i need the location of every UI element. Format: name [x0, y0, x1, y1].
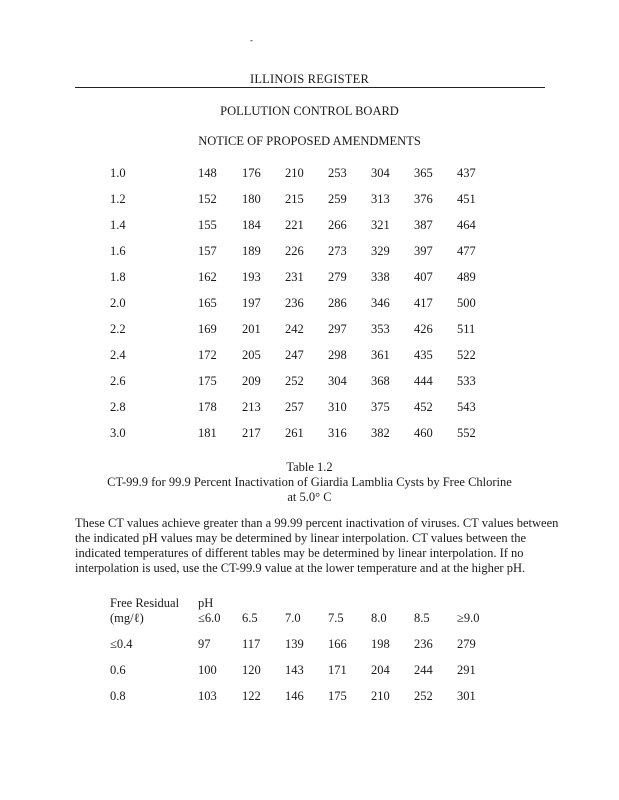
table-row	[0, 663, 619, 679]
ct-cell: 143	[285, 663, 304, 677]
ct-cell: 181	[198, 426, 217, 440]
ct-cell: 489	[457, 270, 476, 284]
ct-cell: 451	[457, 192, 476, 206]
ct-explanation-paragraph	[75, 516, 559, 576]
ct-cell: 365	[414, 166, 433, 180]
ct-cell: 346	[371, 296, 390, 310]
paragraph-line: the indicated pH values may be determined by linear interpolation. CT values between the	[75, 531, 527, 545]
ct-cell: 97	[198, 637, 211, 651]
unit-header: (mg/ℓ)	[110, 611, 144, 625]
table-row	[0, 400, 619, 416]
ct-cell: 361	[371, 348, 390, 362]
chlorine-cell: ≤0.4	[110, 637, 133, 651]
ct-cell: 304	[328, 374, 347, 388]
ct-cell: 321	[371, 218, 390, 232]
chlorine-cell: 1.2	[110, 192, 126, 206]
chlorine-cell: 1.8	[110, 270, 126, 284]
chlorine-cell: 1.4	[110, 218, 126, 232]
ct-cell: 242	[285, 322, 304, 336]
ct-cell: 253	[328, 166, 347, 180]
ct-cell: 103	[198, 689, 217, 703]
ct-cell: 210	[285, 166, 304, 180]
ct-cell: 368	[371, 374, 390, 388]
ct-cell: 117	[242, 637, 261, 651]
ct-cell: 122	[242, 689, 261, 703]
ct-cell: 205	[242, 348, 261, 362]
ct-cell: 291	[457, 663, 476, 677]
ph-column-header: 6.5	[242, 611, 258, 625]
table-row	[0, 270, 619, 286]
ct-cell: 266	[328, 218, 347, 232]
ct-cell: 184	[242, 218, 261, 232]
ct-cell: 213	[242, 400, 261, 414]
ct-cell: 313	[371, 192, 390, 206]
ct-cell: 171	[328, 663, 347, 677]
ct-cell: 543	[457, 400, 476, 414]
ct-cell: 175	[328, 689, 347, 703]
chlorine-cell: 2.4	[110, 348, 126, 362]
ct-cell: 353	[371, 322, 390, 336]
ct-cell: 387	[414, 218, 433, 232]
chlorine-cell: 3.0	[110, 426, 126, 440]
ct-cell: 444	[414, 374, 433, 388]
ct-cell: 209	[242, 374, 261, 388]
ct-cell: 178	[198, 400, 217, 414]
ct-cell: 460	[414, 426, 433, 440]
ct-cell: 437	[457, 166, 476, 180]
ct-cell: 375	[371, 400, 390, 414]
table-row	[0, 374, 619, 390]
board-title: POLLUTION CONTROL BOARD	[220, 104, 399, 118]
ct-cell: 477	[457, 244, 476, 258]
table-row	[0, 218, 619, 234]
ct-cell: 244	[414, 663, 433, 677]
ct-cell: 193	[242, 270, 261, 284]
ct-cell: 397	[414, 244, 433, 258]
ct-cell: 176	[242, 166, 261, 180]
ct-cell: 157	[198, 244, 217, 258]
ct-cell: 247	[285, 348, 304, 362]
table-caption-line-1: CT-99.9 for 99.9 Percent Inactivation of Giardia Lamblia Cysts by Free Chlorine	[107, 475, 512, 489]
chlorine-cell: 2.6	[110, 374, 126, 388]
ct-cell: 146	[285, 689, 304, 703]
ph-column-header: ≥9.0	[457, 611, 480, 625]
ph-header: pH	[198, 596, 214, 610]
paragraph-line: indicated temperatures of different tables may be determined by linear interpolation. If no	[75, 546, 524, 560]
ct-cell: 217	[242, 426, 261, 440]
table-row	[0, 689, 619, 705]
chlorine-cell: 0.8	[110, 689, 126, 703]
ct-cell: 169	[198, 322, 217, 336]
ct-cell: 155	[198, 218, 217, 232]
table-row	[0, 637, 619, 653]
chlorine-cell: 2.2	[110, 322, 126, 336]
ct-cell: 533	[457, 374, 476, 388]
table-row	[0, 426, 619, 442]
ph-column-header: 7.5	[328, 611, 344, 625]
ct-cell: 172	[198, 348, 217, 362]
table-row	[0, 192, 619, 208]
table-caption-line-2: at 5.0° C	[287, 490, 332, 504]
ct-cell: 273	[328, 244, 347, 258]
stray-mark: -	[250, 35, 253, 45]
chlorine-cell: 1.6	[110, 244, 126, 258]
ct-cell: 426	[414, 322, 433, 336]
notice-title: NOTICE OF PROPOSED AMENDMENTS	[198, 134, 421, 148]
ct-cell: 120	[242, 663, 261, 677]
chlorine-cell: 2.0	[110, 296, 126, 310]
paragraph-line: These CT values achieve greater than a 99.99 percent inactivation of viruses. CT values between	[75, 516, 559, 530]
free-residual-header: Free Residual	[110, 596, 180, 610]
ct-cell: 165	[198, 296, 217, 310]
ct-cell: 297	[328, 322, 347, 336]
chlorine-cell: 0.6	[110, 663, 126, 677]
ct-cell: 226	[285, 244, 304, 258]
ct-cell: 338	[371, 270, 390, 284]
ct-cell: 221	[285, 218, 304, 232]
ph-column-header: 8.5	[414, 611, 430, 625]
table-row	[0, 244, 619, 260]
ct-cell: 298	[328, 348, 347, 362]
table-row	[0, 348, 619, 364]
ct-cell: 279	[328, 270, 347, 284]
ct-cell: 279	[457, 637, 476, 651]
ct-cell: 552	[457, 426, 476, 440]
chlorine-cell: 2.8	[110, 400, 126, 414]
ct-cell: 252	[285, 374, 304, 388]
header-rule	[75, 87, 545, 88]
ct-cell: 189	[242, 244, 261, 258]
ct-cell: 329	[371, 244, 390, 258]
table-header-row	[0, 596, 619, 612]
ct-cell: 407	[414, 270, 433, 284]
ct-cell: 304	[371, 166, 390, 180]
ct-cell: 382	[371, 426, 390, 440]
table-row	[0, 166, 619, 182]
ct-cell: 204	[371, 663, 390, 677]
ct-cell: 201	[242, 322, 261, 336]
ct-cell: 236	[285, 296, 304, 310]
ct-cell: 310	[328, 400, 347, 414]
ct-cell: 259	[328, 192, 347, 206]
ct-cell: 435	[414, 348, 433, 362]
table-row	[0, 296, 619, 312]
ct-cell: 286	[328, 296, 347, 310]
ct-cell: 210	[371, 689, 390, 703]
ct-cell: 257	[285, 400, 304, 414]
ph-column-header: 7.0	[285, 611, 301, 625]
ct-cell: 500	[457, 296, 476, 310]
ph-column-header: ≤6.0	[198, 611, 221, 625]
ct-cell: 316	[328, 426, 347, 440]
ct-cell: 198	[371, 637, 390, 651]
ct-cell: 464	[457, 218, 476, 232]
ct-cell: 417	[414, 296, 433, 310]
ct-cell: 252	[414, 689, 433, 703]
ct-cell: 148	[198, 166, 217, 180]
ct-cell: 152	[198, 192, 217, 206]
table-row	[0, 322, 619, 338]
ct-cell: 139	[285, 637, 304, 651]
ct-cell: 522	[457, 348, 476, 362]
ct-cell: 175	[198, 374, 217, 388]
ct-cell: 162	[198, 270, 217, 284]
ct-cell: 452	[414, 400, 433, 414]
ct-cell: 261	[285, 426, 304, 440]
ct-cell: 215	[285, 192, 304, 206]
ct-cell: 180	[242, 192, 261, 206]
table-number: Table 1.2	[286, 460, 333, 474]
paragraph-line: interpolation is used, use the CT-99.9 value at the lower temperature and at the higher pH.	[75, 561, 526, 575]
ct-cell: 166	[328, 637, 347, 651]
ct-cell: 197	[242, 296, 261, 310]
ct-cell: 231	[285, 270, 304, 284]
ph-column-header: 8.0	[371, 611, 387, 625]
ct-cell: 236	[414, 637, 433, 651]
ct-cell: 376	[414, 192, 433, 206]
chlorine-cell: 1.0	[110, 166, 126, 180]
ct-cell: 511	[457, 322, 476, 336]
ct-cell: 301	[457, 689, 476, 703]
ct-cell: 100	[198, 663, 217, 677]
table-header-row	[0, 611, 619, 627]
register-title: ILLINOIS REGISTER	[249, 72, 369, 86]
